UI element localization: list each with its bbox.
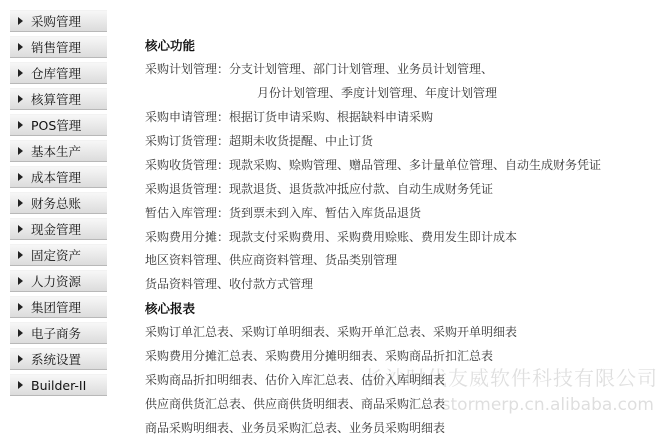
function-line: 采购申请管理：根据订货申请采购、根据缺料申请采购: [145, 110, 434, 124]
menu-item-label: 核算管理: [31, 92, 82, 107]
menu-item-label: 固定资产: [31, 248, 82, 263]
arrow-right-icon: [18, 355, 23, 363]
function-line: 采购收货管理：现款采购、赊购管理、赠品管理、多计量单位管理、自动生成财务凭证: [145, 158, 602, 172]
report-line: 采购费用分摊汇总表、采购费用分摊明细表、采购商品折扣汇总表: [145, 349, 494, 363]
arrow-right-icon: [18, 199, 23, 207]
menu-item-label: 成本管理: [31, 170, 82, 185]
menu-item-label: 财务总账: [31, 196, 82, 211]
functions-heading: 核心功能: [145, 38, 196, 53]
arrow-right-icon: [18, 17, 23, 25]
arrow-right-icon: [18, 225, 23, 233]
menu-item-accounting[interactable]: [10, 88, 107, 110]
arrow-right-icon: [18, 43, 23, 51]
menu-item-label: 电子商务: [31, 326, 82, 341]
report-line: 商品采购明细表、业务员采购汇总表、业务员采购明细表: [145, 421, 446, 435]
watermark-company: 长沙时代友威软件科技有限公司: [364, 366, 658, 390]
arrow-right-icon: [18, 121, 23, 129]
sidebar-menu: [10, 10, 107, 400]
menu-item-ledger[interactable]: [10, 192, 107, 214]
menu-item-label: 人力资源: [31, 274, 82, 289]
arrow-right-icon: [18, 69, 23, 77]
menu-item-settings[interactable]: [10, 348, 107, 370]
arrow-right-icon: [18, 329, 23, 337]
report-line: 供应商供货汇总表、供应商供货明细表、商品采购汇总表: [145, 397, 446, 411]
menu-item-pos[interactable]: [10, 114, 107, 136]
function-line: 月份计划管理、季度计划管理、年度计划管理: [257, 86, 498, 100]
function-line: 暂估入库管理：货到票未到入库、暂估入库货品退货: [145, 206, 422, 220]
menu-item-ecommerce[interactable]: [10, 322, 107, 344]
function-line: 采购费用分摊：现款支付采购费用、采购费用赊账、费用发生即计成本: [145, 230, 518, 244]
function-line: 采购计划管理：分支计划管理、部门计划管理、业务员计划管理、: [145, 62, 494, 76]
function-line: 采购订货管理：超期未收货提醒、中止订货: [145, 134, 374, 148]
menu-item-label: POS管理: [31, 118, 82, 133]
menu-item-label: 系统设置: [31, 352, 82, 367]
function-line: 货品资料管理、收付款方式管理: [145, 277, 314, 291]
reports-heading: 核心报表: [145, 301, 196, 316]
report-line: 采购商品折扣明细表、估价入库汇总表、估价入库明细表: [145, 373, 446, 387]
menu-item-label: 基本生产: [31, 144, 82, 159]
arrow-right-icon: [18, 277, 23, 285]
menu-item-builder[interactable]: [10, 374, 107, 396]
arrow-right-icon: [18, 147, 23, 155]
menu-item-warehouse[interactable]: [10, 62, 107, 84]
menu-item-sales[interactable]: [10, 36, 107, 58]
menu-item-cash[interactable]: [10, 218, 107, 240]
menu-item-cost[interactable]: [10, 166, 107, 188]
menu-item-label: 集团管理: [31, 300, 82, 315]
watermark-url: stormerp.cn.alibaba.com: [441, 395, 654, 415]
arrow-right-icon: [18, 251, 23, 259]
menu-item-group[interactable]: [10, 296, 107, 318]
arrow-right-icon: [18, 173, 23, 181]
menu-item-label: 销售管理: [31, 40, 82, 55]
menu-item-production[interactable]: [10, 140, 107, 162]
menu-item-label: 现金管理: [31, 222, 82, 237]
menu-item-label: 采购管理: [31, 14, 82, 29]
menu-item-fixed-assets[interactable]: [10, 244, 107, 266]
arrow-right-icon: [18, 95, 23, 103]
function-line: 地区资料管理、供应商资料管理、货品类别管理: [145, 253, 398, 267]
menu-item-label: 仓库管理: [31, 66, 82, 81]
menu-item-hr[interactable]: [10, 270, 107, 292]
report-line: 采购订单汇总表、采购订单明细表、采购开单汇总表、采购开单明细表: [145, 325, 518, 339]
function-line: 采购退货管理：现款退货、退货款冲抵应付款、自动生成财务凭证: [145, 182, 494, 196]
arrow-right-icon: [18, 303, 23, 311]
menu-item-purchase[interactable]: [10, 10, 107, 32]
arrow-right-icon: [18, 381, 23, 389]
menu-item-label: Builder-II: [31, 377, 87, 393]
